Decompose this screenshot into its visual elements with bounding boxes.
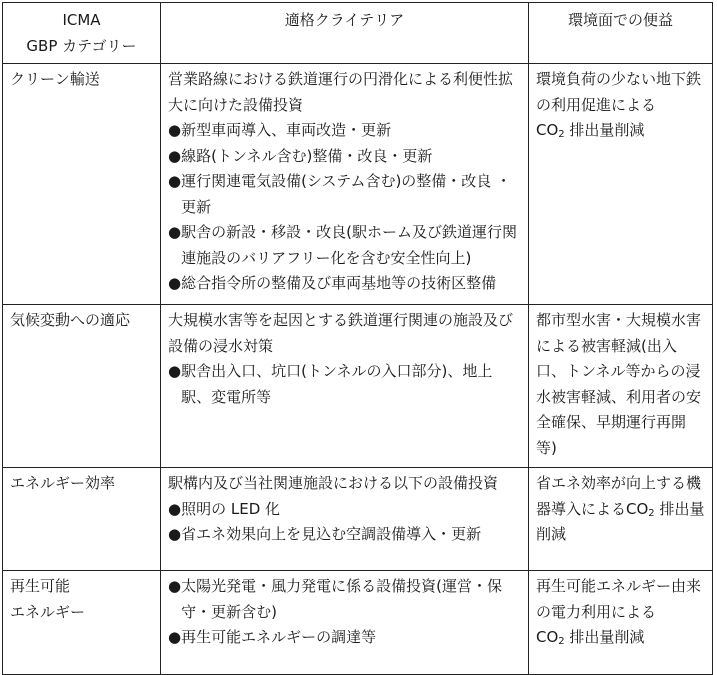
header-category-line2: GBP カテゴリー [26,36,137,55]
criteria-lead: 駅構内及び当社関連施設における以下の設備投資 [168,474,499,492]
bullet-text: 太陽光発電・風力発電に係る設備投資(運営・保守・更新含む) [181,577,502,621]
bullet-dot-icon: ● [168,499,182,518]
category-cell [3,571,161,675]
criteria-lead: 営業路線における鉄道運行の円滑化による利便性拡大に向けた設備投資 [168,70,514,114]
bullet-dot-icon: ● [168,172,182,190]
category-label-line1: 再生可能 [10,577,71,595]
category-label: クリーン輸送 [10,70,100,88]
criteria-lead: 大規模水害等を起因とする鉄道運行関連の施設及び設備の浸水対策 [168,311,514,355]
benefit-cell [529,64,713,305]
green-bond-criteria-table [2,2,713,675]
benefit-cell [529,468,713,571]
bullet-dot-icon: ● [168,146,182,165]
benefit-cell [529,571,713,675]
co2-label [536,121,644,139]
bullet-item [168,220,521,271]
co2-symbol: CO [536,628,559,646]
co2-symbol: CO [626,499,649,518]
benefit-text: 省エネ効率が向上する機器導入による [536,474,702,518]
bullet-text: 駅舎の新設・移設・改良(駅ホーム及び鉄道運行関連施設のバリアフリー化を含む安全性向上) [181,223,517,267]
co2-subscript: 2 [648,507,655,519]
category-cell [3,64,161,305]
header-criteria: 適格クライテリア [161,3,529,64]
header-benefit: 環境面での便益 [529,3,713,64]
header-category [3,3,161,64]
bullet-dot-icon: ● [168,577,182,595]
bullet-dot-icon: ● [168,628,182,646]
bullet-text: 照明の LED 化 [181,499,281,518]
criteria-cell [161,571,529,675]
bullet-dot-icon: ● [168,362,182,380]
category-cell [3,468,161,571]
benefit-text: 都市型水害・大規模水害による被害軽減(出入口、トンネル等からの浸水被害軽減、利用者の安全確保、早期運行再開等) [536,311,702,457]
category-label: 気候変動への適応 [10,311,131,329]
bullet-item [168,144,521,170]
bullet-item [168,359,521,410]
bullet-text: 線路(トンネル含む)整備・改良・更新 [181,146,433,165]
table-row [3,305,713,468]
category-label-line2: エネルギー [10,602,86,621]
bullet-dot-icon: ● [168,121,182,139]
bullet-item [168,522,521,548]
bullet-text: 総合指令所の整備及び車両基地等の技術区整備 [181,274,497,292]
criteria-cell [161,305,529,468]
bullet-dot-icon: ● [168,223,182,241]
bullet-item [168,271,521,297]
criteria-cell [161,64,529,305]
bullet-item [168,574,521,625]
co2-subscript: 2 [558,636,565,647]
co2-suffix: 排出量削減 [564,121,645,139]
category-label: エネルギー効率 [10,474,116,492]
bullet-text: 省エネ効果向上を見込む空調設備導入・更新 [181,525,482,543]
bullet-item [168,497,521,523]
co2-label [536,628,644,646]
benefit-text: 環境負荷の少ない地下鉄の利用促進による [536,70,702,114]
table-row [3,571,713,675]
bullet-dot-icon: ● [168,525,182,543]
criteria-cell [161,468,529,571]
co2-symbol: CO [536,121,559,139]
table-row [3,468,713,571]
co2-suffix: 排出量削減 [536,499,705,543]
bullet-text: 駅舎出入口、坑口(トンネルの入口部分)、地上駅、変電所等 [181,362,493,406]
category-cell [3,305,161,468]
header-row [3,3,713,64]
bullet-item [168,169,521,220]
bullet-text: 新型車両導入、車両改造・更新 [181,121,392,139]
bullet-text: 運行関連電気設備(システム含む)の整備・改良 ・更新 [181,172,512,216]
benefit-text: 再生可能エネルギー由来の電力利用による [536,577,702,621]
bullet-text: 再生可能エネルギーの調達等 [181,628,377,646]
header-category-line1: ICMA [62,11,101,29]
co2-subscript: 2 [558,129,565,140]
co2-suffix: 排出量削減 [564,628,645,646]
bullet-item [168,118,521,144]
benefit-cell [529,305,713,468]
table-row [3,64,713,305]
bullet-dot-icon: ● [168,274,182,292]
bullet-item [168,625,521,651]
